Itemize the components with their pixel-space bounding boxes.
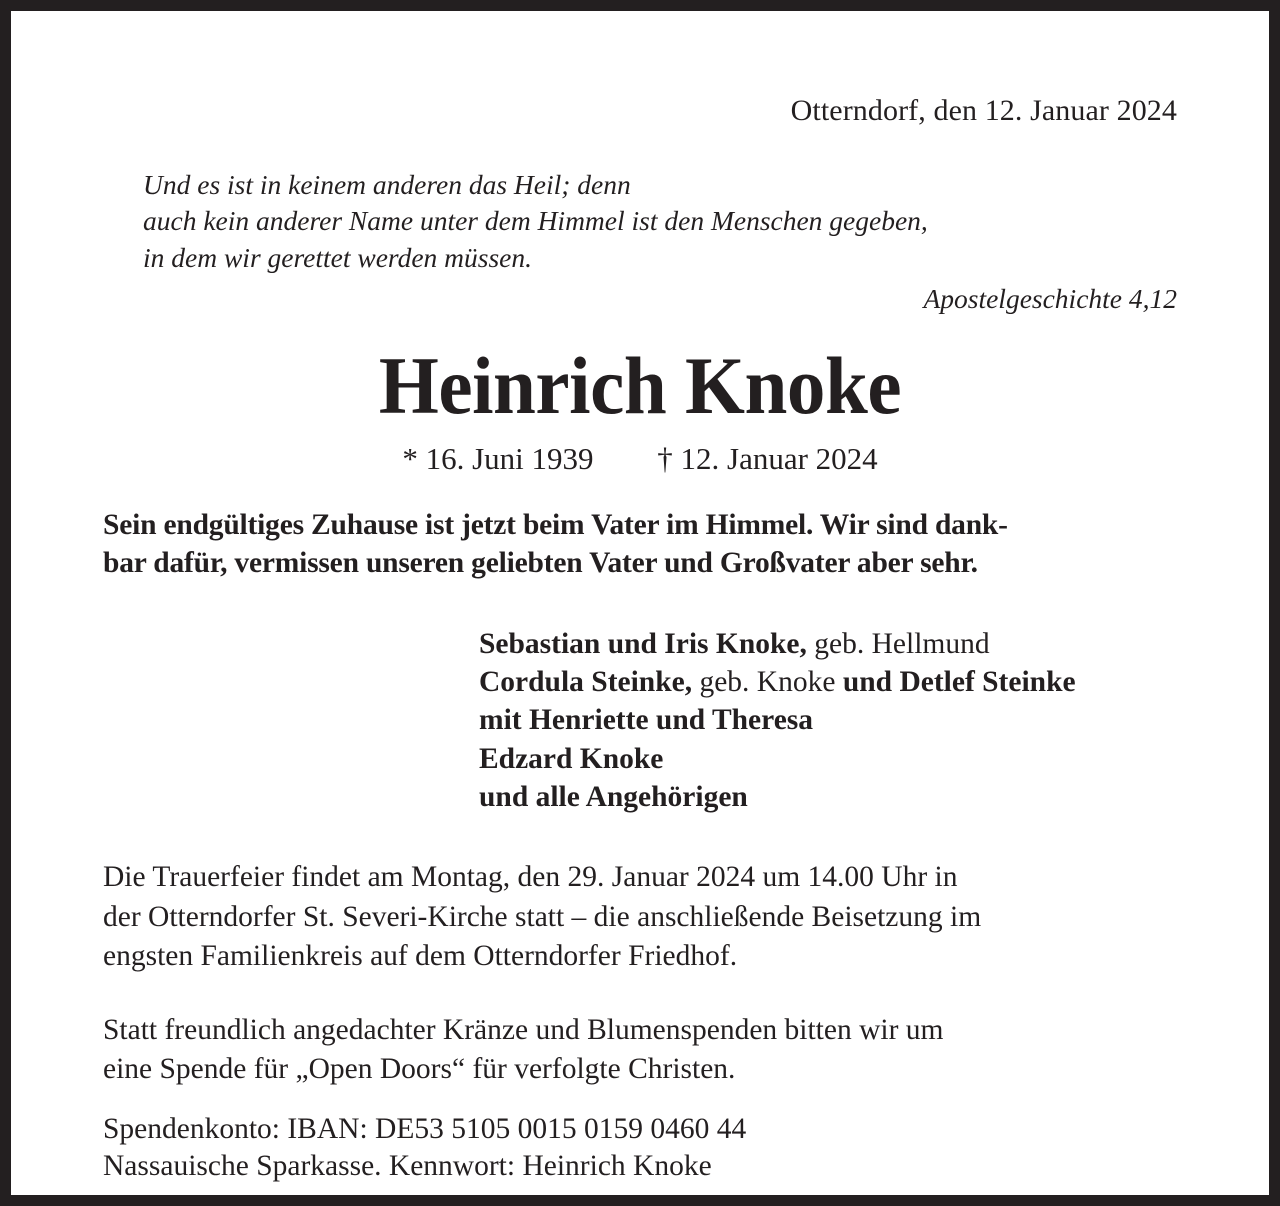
donation-line: Statt freundlich angedachter Kränze und Blumenspenden bitten wir um [103, 1014, 944, 1047]
donation-line: eine Spende für „Open Doors“ für verfolgte Christen. [103, 1053, 736, 1086]
life-dates [103, 440, 1177, 477]
scripture-line-1: Und es ist in keinem anderen das Heil; denn [143, 168, 631, 200]
tribute-line: bar dafür, vermissen unseren geliebten Vater und Großvater aber sehr. [103, 546, 978, 579]
scripture-source: Apostelgeschichte 4,12 [923, 283, 1177, 315]
service-line: engsten Familienkreis auf dem Otterndorfer Friedhof. [103, 939, 738, 972]
survivor-line [479, 778, 1177, 816]
survivor-line [479, 663, 1177, 701]
scripture-quote [103, 167, 1177, 318]
deceased-name: Heinrich Knoke [378, 339, 902, 431]
survivor-name-bold: und alle Angehörigen [479, 781, 748, 814]
bank-account-details [103, 1111, 1177, 1187]
survivor-name-bold: Cordula Steinke, [479, 666, 693, 699]
survivors-list [103, 625, 1177, 817]
donation-request [103, 1011, 1177, 1089]
notice-page [11, 11, 1269, 1195]
survivor-maiden-name: geb. Knoke [692, 666, 843, 699]
scripture-line-2: auch kein anderer Name unter dem Himmel ist den Menschen gegeben, [143, 205, 928, 237]
death-date: 12. Januar 2024 [680, 441, 878, 477]
funeral-service-details [103, 858, 1177, 976]
birth-date: 16. Juni 1939 [425, 441, 594, 477]
survivor-name-bold: Sebastian und Iris Knoke, [479, 627, 807, 660]
bank-line-institution: Nassauische Sparkasse. Kennwort: Heinrich Knoke [103, 1150, 712, 1183]
service-line: Die Trauerfeier findet am Montag, den 29. Januar 2024 um 14.00 Uhr in [103, 861, 958, 894]
place-and-date: Otterndorf, den 12. Januar 2024 [790, 94, 1177, 127]
birth-date-group [402, 441, 601, 476]
survivor-name-bold: Edzard Knoke [479, 742, 664, 775]
tribute-line: Sein endgültiges Zuhause ist jetzt beim Vater im Himmel. Wir sind dank- [103, 509, 1008, 542]
bank-line-iban: Spendenkonto: IBAN: DE53 5105 0015 0159 0460 44 [103, 1112, 747, 1145]
survivor-maiden-name: geb. Hellmund [806, 627, 990, 660]
survivor-name-bold-2: und Detlef Steinke [842, 666, 1076, 699]
survivor-line [479, 701, 1177, 739]
tribute-paragraph [103, 507, 1177, 581]
service-line: der Otterndorfer St. Severi-Kirche statt – die anschließende Beisetzung im [103, 900, 982, 933]
survivor-name-bold: mit Henriette und Theresa [479, 704, 814, 737]
death-date-group [657, 441, 877, 476]
cross-dagger-icon: † [657, 441, 673, 477]
survivor-line [479, 740, 1177, 778]
birth-symbol-icon: * [402, 441, 418, 477]
survivor-line [479, 625, 1177, 663]
scripture-line-3: in dem wir gerettet werden müssen. [143, 241, 533, 273]
